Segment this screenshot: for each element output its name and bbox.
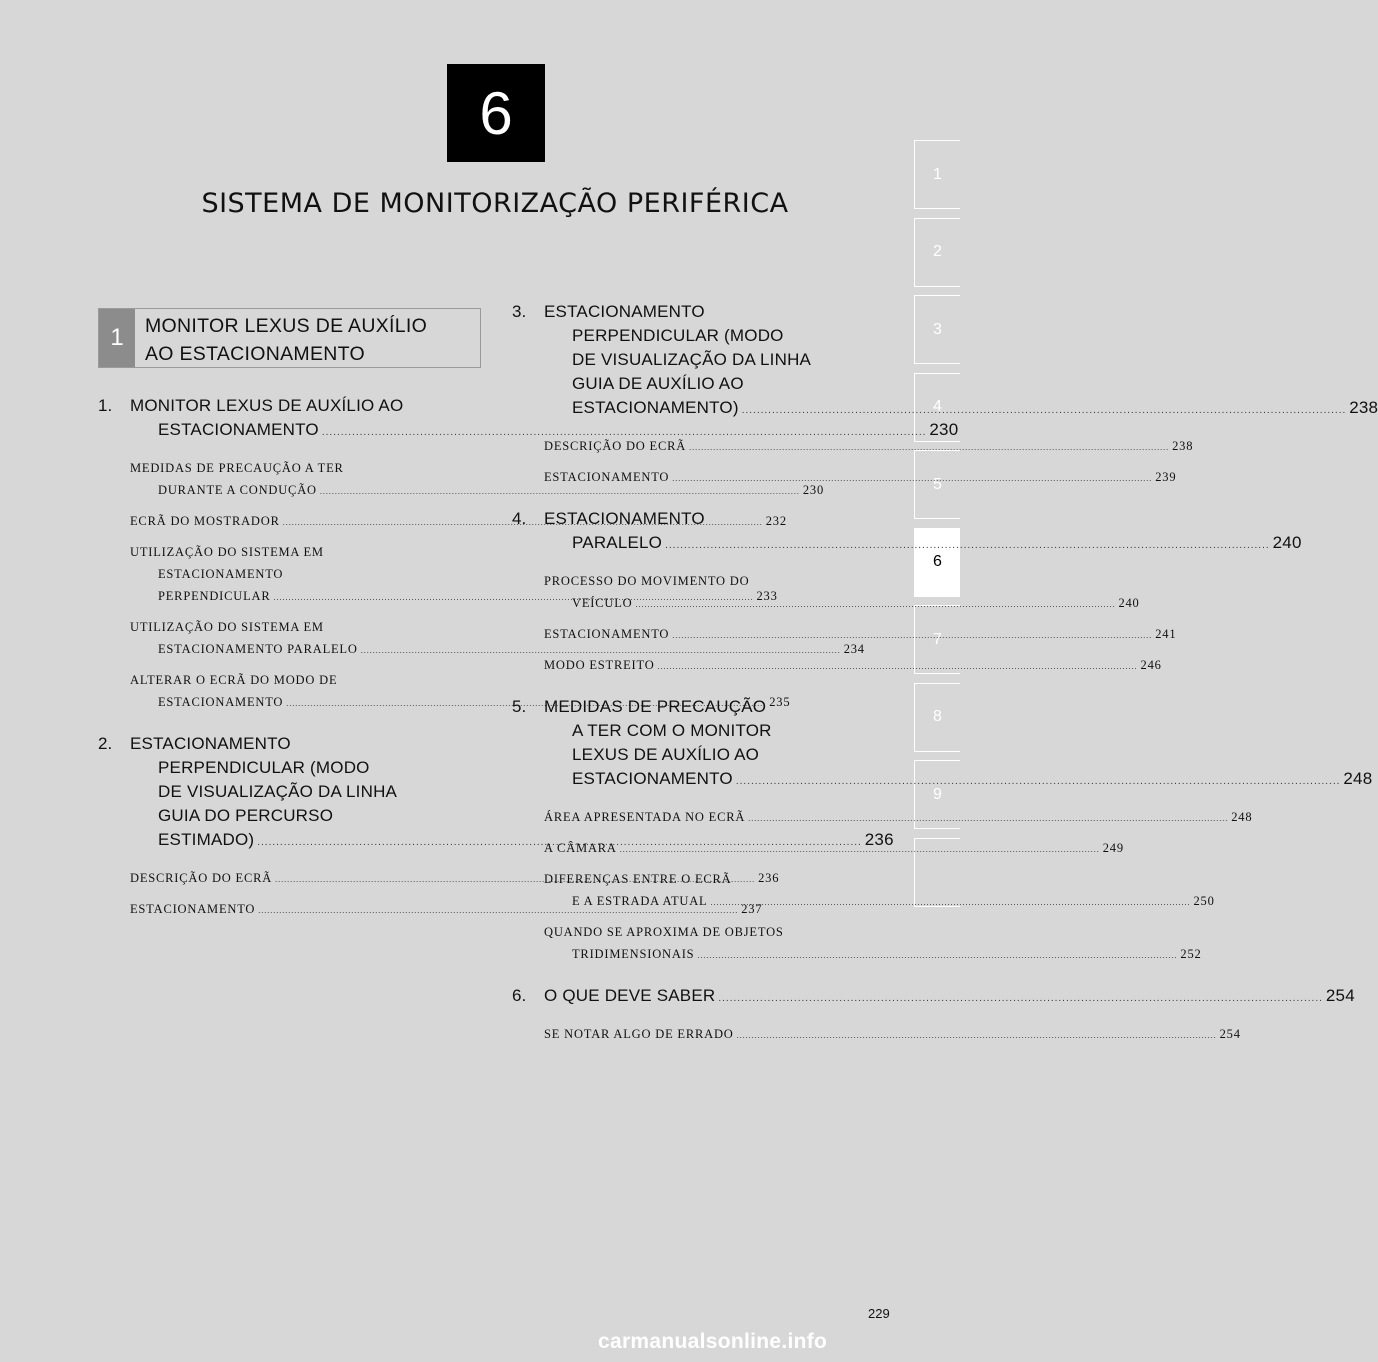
toc-entry-text: A CÂMARA [544, 841, 617, 855]
toc-page-number[interactable]: 254 [1325, 986, 1355, 1005]
toc-page-number[interactable]: 241 [1155, 627, 1177, 641]
toc-page-number[interactable]: 237 [741, 902, 763, 916]
dot-leader [736, 770, 1341, 794]
toc-entry-line: LEXUS DE AUXÍLIO AO [572, 745, 760, 764]
toc-entry-number: 4. [512, 509, 527, 528]
toc-entry-text: ESTACIONAMENTO [158, 420, 319, 439]
toc-page-number[interactable]: 240 [1118, 596, 1140, 610]
toc-page-number[interactable]: 236 [758, 871, 780, 885]
toc-entry-text: ESTIMADO) [158, 830, 255, 849]
dot-leader [635, 594, 1115, 616]
toc-entry-line: PERPENDICULAR (MODO [158, 758, 370, 777]
toc-page-number[interactable]: 230 [929, 420, 959, 439]
chapter-tab-9[interactable]: 9 [914, 760, 960, 829]
toc-entry-line: DE VISUALIZAÇÃO DA LINHA [158, 782, 398, 801]
toc-entry-line: GUIA DO PERCURSO [158, 806, 334, 825]
dot-leader [742, 399, 1347, 423]
chapter-tab-3[interactable]: 3 [914, 295, 960, 364]
toc-page-number[interactable]: 230 [802, 483, 825, 497]
toc-entry-number: 3. [512, 302, 527, 321]
toc-subentry-line: DIFERENÇAS ENTRE O ECRÃ [544, 872, 732, 886]
toc-subentry[interactable] [130, 616, 865, 662]
toc-subentry[interactable] [544, 654, 1162, 678]
toc-entry-line: ESTACIONAMENTO [130, 734, 291, 753]
chapter-tab-1[interactable]: 1 [914, 140, 960, 209]
toc-entry[interactable] [512, 695, 1373, 794]
toc-entry-number: 1. [98, 396, 113, 415]
toc-page-number[interactable]: 234 [843, 642, 865, 656]
toc-entry-text: SE NOTAR ALGO DE ERRADO [544, 1027, 734, 1041]
section-title [135, 309, 427, 367]
chapter-tab-5[interactable]: 5 [914, 450, 960, 519]
toc-page-number[interactable]: 248 [1231, 810, 1253, 824]
dot-leader [689, 437, 1169, 459]
toc-subentry[interactable] [544, 837, 1124, 861]
toc-subentry-line: ESTACIONAMENTO [158, 567, 284, 581]
dot-leader [737, 1025, 1217, 1047]
toc-entry-line: A TER COM O MONITOR [572, 721, 772, 740]
toc-entry-text: TRIDIMENSIONAIS [572, 947, 695, 961]
chapter-tab-8[interactable]: 8 [914, 683, 960, 752]
dot-leader [672, 625, 1152, 647]
chapter-tab-2[interactable]: 2 [914, 218, 960, 287]
toc-entry-text: MODO ESTREITO [544, 658, 655, 672]
toc-page-number[interactable]: 254 [1219, 1027, 1241, 1041]
toc-page-number[interactable]: 238 [1349, 398, 1378, 417]
toc-subentry-line: MEDIDAS DE PRECAUÇÃO A TER [130, 461, 344, 475]
toc-entry[interactable] [512, 507, 1302, 558]
toc-entry-text: DESCRIÇÃO DO ECRÃ [130, 871, 273, 885]
toc-entry-text: ESTACIONAMENTO [130, 902, 256, 916]
toc-entry-text: DURANTE A CONDUÇÃO [158, 483, 317, 497]
toc-page-number[interactable]: 250 [1193, 894, 1215, 908]
section-header [98, 308, 481, 368]
toc-entry-text: PARALELO [572, 533, 663, 552]
toc-entry-line: DE VISUALIZAÇÃO DA LINHA [572, 350, 812, 369]
toc-subentry[interactable] [544, 806, 1253, 830]
section-title-line: AO ESTACIONAMENTO [145, 343, 365, 365]
chapter-tab-4[interactable]: 4 [914, 373, 960, 442]
toc-subentry[interactable] [544, 570, 1140, 616]
dot-leader [620, 839, 1100, 861]
toc-entry-text: ESTACIONAMENTO PARALELO [158, 642, 358, 656]
toc-page-number[interactable]: 248 [1343, 769, 1373, 788]
toc-entry-line: PERPENDICULAR (MODO [572, 326, 784, 345]
toc-subentry-line: ALTERAR O ECRÃ DO MODO DE [130, 673, 338, 687]
toc-page-number[interactable]: 249 [1102, 841, 1124, 855]
chapter-number: 6 [479, 79, 513, 147]
toc-subentry[interactable] [544, 435, 1194, 459]
toc-subentry-line: UTILIZAÇÃO DO SISTEMA EM [130, 545, 324, 559]
toc-page-number[interactable]: 232 [765, 514, 787, 528]
dot-leader [658, 656, 1138, 678]
toc-entry-text: ESTACIONAMENTO [544, 627, 670, 641]
dot-leader [711, 892, 1191, 914]
chapter-tab-7[interactable]: 7 [914, 605, 960, 674]
toc-page-number[interactable]: 252 [1180, 947, 1202, 961]
toc-entry[interactable] [98, 394, 959, 445]
dot-leader [748, 808, 1228, 830]
toc-page-number[interactable]: 246 [1140, 658, 1162, 672]
toc-entry-text: ECRÃ DO MOSTRADOR [130, 514, 280, 528]
toc-subentry[interactable] [544, 466, 1177, 490]
toc-entry-text: ESTACIONAMENTO [572, 769, 733, 788]
dot-leader [665, 534, 1270, 558]
dot-leader [718, 987, 1323, 1011]
toc-subentry[interactable] [544, 868, 1215, 914]
toc-subentry-line: PROCESSO DO MOVIMENTO DO [544, 574, 750, 588]
toc-entry-text: ESTACIONAMENTO [158, 695, 284, 709]
toc-entry-number: 6. [512, 986, 527, 1005]
toc-entry-line: GUIA DE AUXÍLIO AO [572, 374, 744, 393]
toc-entry-line: ESTACIONAMENTO [544, 302, 705, 321]
toc-entry-number: 2. [98, 734, 113, 753]
toc-page-number[interactable]: 233 [756, 589, 778, 603]
toc-entry-text: E A ESTRADA ATUAL [572, 894, 708, 908]
toc-subentry[interactable] [544, 1023, 1241, 1047]
toc-entry-line: ESTACIONAMENTO [544, 509, 705, 528]
toc-entry-text: PERPENDICULAR [158, 589, 271, 603]
dot-leader [697, 945, 1177, 967]
toc-entry-text: ESTACIONAMENTO [544, 470, 670, 484]
chapter-number-box [447, 64, 545, 162]
toc-page-number[interactable]: 235 [769, 695, 791, 709]
dot-leader [672, 468, 1152, 490]
toc-subentry-line: UTILIZAÇÃO DO SISTEMA EM [130, 620, 324, 634]
toc-entry[interactable] [512, 984, 1355, 1011]
page-number: 229 [868, 1306, 890, 1321]
toc-subentry[interactable] [544, 623, 1177, 647]
section-number: 1 [99, 309, 135, 367]
toc-entry-text: DESCRIÇÃO DO ECRÃ [544, 439, 687, 453]
toc-page-number[interactable]: 236 [864, 830, 894, 849]
toc-page-number[interactable]: 238 [1172, 439, 1194, 453]
toc-entry-text: O QUE DEVE SABER [544, 986, 716, 1005]
toc-entry[interactable] [512, 300, 1378, 423]
toc-entry-line: MONITOR LEXUS DE AUXÍLIO AO [130, 396, 404, 415]
watermark-text: carmanualsonline.info [598, 1330, 828, 1353]
toc-entry-line: MEDIDAS DE PRECAUÇÃO [544, 697, 767, 716]
toc-page-number[interactable]: 240 [1272, 533, 1302, 552]
toc-page-number[interactable]: 239 [1155, 470, 1177, 484]
toc-entry-text: ÁREA APRESENTADA NO ECRÃ [544, 810, 746, 824]
chapter-tab-6[interactable]: 6 [914, 528, 960, 597]
chapter-title: SISTEMA DE MONITORIZAÇÃO PERIFÉRICA [201, 188, 789, 219]
toc-subentry-line: QUANDO SE APROXIMA DE OBJETOS [544, 925, 784, 939]
toc-entry-text: VEÍCULO [572, 596, 633, 610]
toc-subentry[interactable] [544, 921, 1202, 967]
section-title-line: MONITOR LEXUS DE AUXÍLIO [145, 315, 428, 337]
toc-entry-number: 5. [512, 697, 527, 716]
toc-entry-text: ESTACIONAMENTO) [572, 398, 739, 417]
